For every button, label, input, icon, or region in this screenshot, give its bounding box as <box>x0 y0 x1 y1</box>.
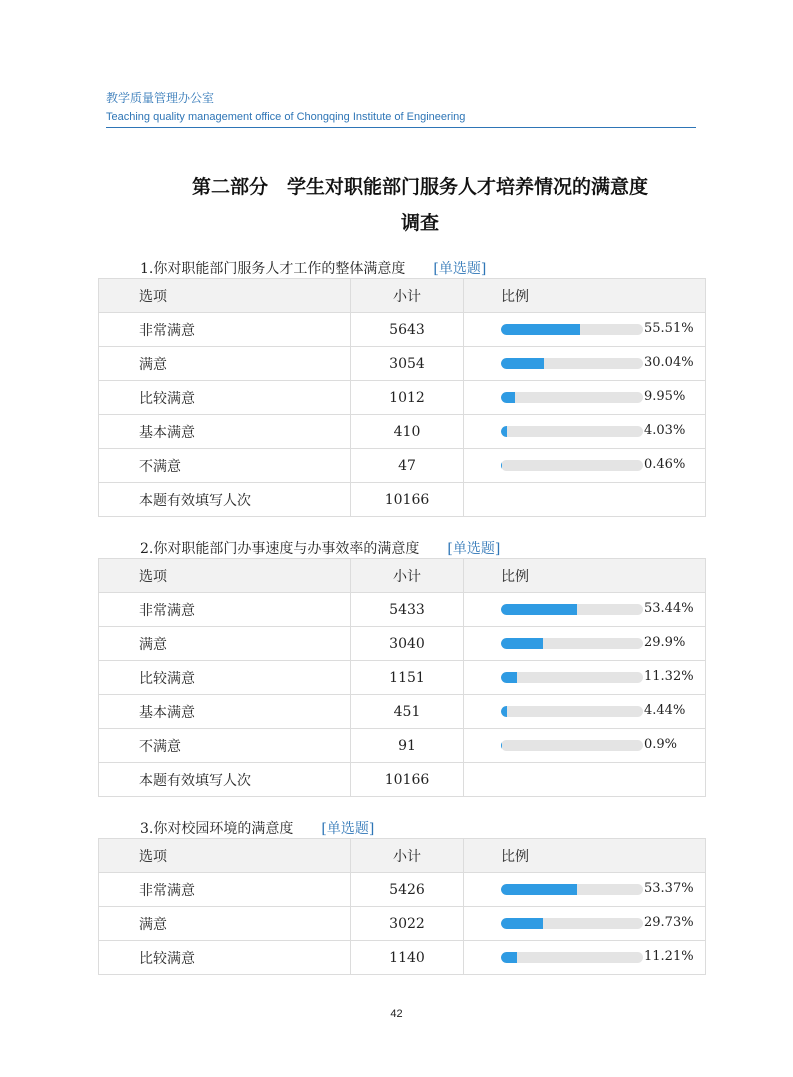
question-title <box>140 818 374 838</box>
total-empty-cell <box>464 763 706 797</box>
ratio-bar-fill <box>501 706 507 717</box>
ratio-percent: 4.44% <box>644 703 686 718</box>
question-text: 2.你对职能部门办事速度与办事效率的满意度 <box>140 541 420 557</box>
section-title-line1: 第二部分 学生对职能部门服务人才培养情况的满意度 <box>191 176 648 198</box>
column-header-count: 小计 <box>351 839 464 873</box>
column-header-option: 选项 <box>99 839 351 873</box>
result-table <box>98 838 706 975</box>
column-header-count: 小计 <box>351 559 464 593</box>
ratio-percent: 55.51% <box>644 321 694 336</box>
table-header-row <box>99 839 706 873</box>
result-table <box>98 558 706 797</box>
option-label: 非常满意 <box>99 313 351 347</box>
option-label: 非常满意 <box>99 593 351 627</box>
option-label: 满意 <box>99 347 351 381</box>
table-row <box>99 907 706 941</box>
ratio-bar-track <box>501 706 643 717</box>
column-header-ratio: 比例 <box>464 279 706 313</box>
question-text: 1.你对职能部门服务人才工作的整体满意度 <box>140 261 406 277</box>
table-row <box>99 313 706 347</box>
ratio-percent: 29.73% <box>644 915 694 930</box>
header-office-en: Teaching quality management office of Chongqing Institute of Engineering <box>106 111 466 123</box>
column-header-count: 小计 <box>351 279 464 313</box>
ratio-percent: 53.37% <box>644 881 694 896</box>
ratio-percent: 0.46% <box>644 457 686 472</box>
option-count: 3022 <box>351 907 464 941</box>
option-count: 1012 <box>351 381 464 415</box>
column-header-ratio: 比例 <box>464 839 706 873</box>
option-count: 3054 <box>351 347 464 381</box>
ratio-bar-track <box>501 324 643 335</box>
ratio-percent: 11.32% <box>644 669 694 684</box>
total-count: 10166 <box>351 483 464 517</box>
option-ratio-cell <box>464 941 706 975</box>
ratio-bar-track <box>501 358 643 369</box>
ratio-percent: 11.21% <box>644 949 694 964</box>
option-count: 91 <box>351 729 464 763</box>
ratio-bar-fill <box>501 604 577 615</box>
question-type-tag: [单选题] <box>433 261 487 277</box>
option-ratio-cell <box>464 695 706 729</box>
option-ratio-cell <box>464 873 706 907</box>
table-row <box>99 347 706 381</box>
total-label: 本题有效填写人次 <box>99 483 351 517</box>
option-label: 不满意 <box>99 449 351 483</box>
table-header-row <box>99 279 706 313</box>
ratio-bar-fill <box>501 672 517 683</box>
ratio-bar-fill <box>501 740 502 751</box>
ratio-percent: 30.04% <box>644 355 694 370</box>
option-count: 5426 <box>351 873 464 907</box>
table-row <box>99 873 706 907</box>
ratio-bar-track <box>501 638 643 649</box>
column-header-ratio: 比例 <box>464 559 706 593</box>
option-ratio-cell <box>464 907 706 941</box>
option-label: 不满意 <box>99 729 351 763</box>
ratio-bar-track <box>501 740 643 751</box>
table-total-row <box>99 763 706 797</box>
table-row <box>99 381 706 415</box>
table-row <box>99 627 706 661</box>
option-ratio-cell <box>464 593 706 627</box>
ratio-bar-fill <box>501 392 515 403</box>
ratio-bar-fill <box>501 638 543 649</box>
ratio-bar-fill <box>501 952 517 963</box>
ratio-bar-track <box>501 884 643 895</box>
option-ratio-cell <box>464 347 706 381</box>
option-label: 比较满意 <box>99 381 351 415</box>
option-label: 比较满意 <box>99 661 351 695</box>
ratio-percent: 29.9% <box>644 635 686 650</box>
ratio-bar-fill <box>501 324 580 335</box>
option-label: 比较满意 <box>99 941 351 975</box>
option-count: 1151 <box>351 661 464 695</box>
option-ratio-cell <box>464 627 706 661</box>
option-ratio-cell <box>464 661 706 695</box>
option-ratio-cell <box>464 449 706 483</box>
ratio-bar-track <box>501 672 643 683</box>
table-header-row <box>99 559 706 593</box>
ratio-bar-fill <box>501 918 543 929</box>
table-row <box>99 661 706 695</box>
option-label: 满意 <box>99 907 351 941</box>
ratio-bar-fill <box>501 358 544 369</box>
option-count: 451 <box>351 695 464 729</box>
question-text: 3.你对校园环境的满意度 <box>140 821 294 837</box>
ratio-bar-fill <box>501 460 502 471</box>
result-table <box>98 278 706 517</box>
page-number: 42 <box>390 1008 403 1020</box>
question-type-tag: [单选题] <box>447 541 501 557</box>
option-label: 非常满意 <box>99 873 351 907</box>
ratio-bar-track <box>501 426 643 437</box>
ratio-bar-track <box>501 918 643 929</box>
question-type-tag: [单选题] <box>321 821 375 837</box>
ratio-bar-track <box>501 952 643 963</box>
option-ratio-cell <box>464 729 706 763</box>
total-label: 本题有效填写人次 <box>99 763 351 797</box>
column-header-option: 选项 <box>99 559 351 593</box>
ratio-percent: 0.9% <box>644 737 678 752</box>
total-empty-cell <box>464 483 706 517</box>
option-count: 5643 <box>351 313 464 347</box>
table-row <box>99 449 706 483</box>
table-total-row <box>99 483 706 517</box>
section-title-line2: 调查 <box>400 212 439 234</box>
table-row <box>99 941 706 975</box>
table-row <box>99 729 706 763</box>
option-ratio-cell <box>464 313 706 347</box>
ratio-bar-track <box>501 604 643 615</box>
option-count: 410 <box>351 415 464 449</box>
ratio-percent: 53.44% <box>644 601 694 616</box>
option-count: 47 <box>351 449 464 483</box>
table-row <box>99 415 706 449</box>
page-header <box>106 90 696 124</box>
ratio-percent: 4.03% <box>644 423 686 438</box>
ratio-bar-track <box>501 460 643 471</box>
ratio-bar-fill <box>501 426 507 437</box>
table-row <box>99 695 706 729</box>
option-label: 基本满意 <box>99 415 351 449</box>
option-count: 5433 <box>351 593 464 627</box>
option-ratio-cell <box>464 381 706 415</box>
ratio-percent: 9.95% <box>644 389 686 404</box>
header-rule <box>106 127 696 128</box>
table-row <box>99 593 706 627</box>
header-office-cn: 教学质量管理办公室 <box>106 91 215 105</box>
question-title <box>140 538 500 558</box>
option-count: 1140 <box>351 941 464 975</box>
column-header-option: 选项 <box>99 279 351 313</box>
option-label: 满意 <box>99 627 351 661</box>
question-title <box>140 258 486 278</box>
ratio-bar-fill <box>501 884 577 895</box>
option-count: 3040 <box>351 627 464 661</box>
option-ratio-cell <box>464 415 706 449</box>
total-count: 10166 <box>351 763 464 797</box>
option-label: 基本满意 <box>99 695 351 729</box>
ratio-bar-track <box>501 392 643 403</box>
